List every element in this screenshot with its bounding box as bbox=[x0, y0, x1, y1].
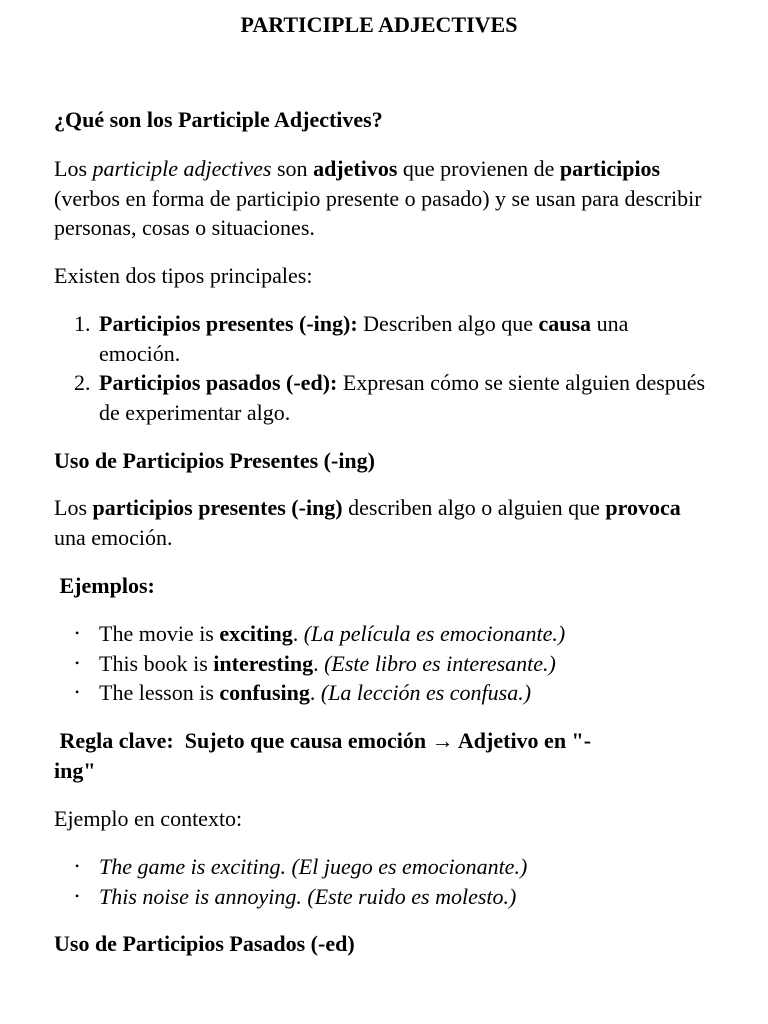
list-item bbox=[54, 678, 714, 708]
rule-heading-line1: Regla clave: Sujeto que causa emoción → Adjetivo en "- bbox=[54, 728, 592, 753]
example-adjective: confusing bbox=[219, 680, 310, 705]
type-label-past: Participios pasados (-ed): bbox=[99, 370, 338, 395]
present-bold-provoca: provoca bbox=[605, 495, 681, 520]
list-item bbox=[54, 368, 714, 427]
example-adjective: exciting bbox=[219, 621, 293, 646]
examples-list bbox=[54, 619, 714, 708]
intro-italic-term: participle adjectives bbox=[92, 156, 272, 181]
document-title: PARTICIPLE ADJECTIVES bbox=[240, 12, 518, 37]
intro-text-4: (verbos en forma de participio presente o pasado) y se usan para describir personas, cosas o situaciones. bbox=[54, 185, 702, 240]
present-text-3: una emoción. bbox=[54, 524, 173, 550]
example-translation: (Este libro es interesante.) bbox=[324, 650, 556, 676]
bullet-icon: • bbox=[75, 859, 80, 873]
intro-text-1: Los bbox=[54, 156, 93, 181]
example-punct: . bbox=[313, 650, 325, 676]
section-heading-past: Uso de Participios Pasados (-ed) bbox=[54, 931, 355, 956]
list-item bbox=[54, 619, 714, 649]
list-number: 1. bbox=[74, 311, 91, 336]
example-punct: . bbox=[309, 680, 321, 705]
example-translation: (La película es emocionante.) bbox=[303, 621, 566, 646]
present-text-2: describen algo o alguien que bbox=[342, 495, 606, 520]
type-text: Expresan cómo se siente alguien después de experimentar algo. bbox=[99, 370, 706, 425]
intro-text-3: que provienen de bbox=[397, 156, 560, 181]
bullet-icon: • bbox=[75, 626, 80, 640]
example-translation: (La lección es confusa.) bbox=[320, 680, 532, 705]
intro-paragraph bbox=[54, 154, 714, 243]
context-label: Ejemplo en contexto: bbox=[54, 806, 243, 831]
types-intro: Existen dos tipos principales: bbox=[54, 263, 313, 288]
list-item bbox=[54, 882, 714, 912]
example-text: The lesson is bbox=[99, 680, 220, 705]
example-punct: . bbox=[292, 621, 304, 646]
section-heading-present: Uso de Participios Presentes (-ing) bbox=[54, 448, 375, 473]
context-example: The game is exciting. (El juego es emocionante.) bbox=[99, 854, 528, 879]
type-text: Describen algo que bbox=[357, 311, 539, 336]
types-list bbox=[54, 309, 714, 427]
list-item bbox=[54, 852, 714, 882]
list-item bbox=[54, 309, 714, 368]
present-text-1: Los bbox=[54, 495, 93, 520]
context-examples-list bbox=[54, 852, 714, 911]
bullet-icon: • bbox=[75, 655, 80, 670]
bullet-icon: • bbox=[75, 888, 80, 903]
intro-bold-participios: participios bbox=[559, 156, 661, 181]
intro-text-2: son bbox=[271, 156, 314, 181]
present-paragraph bbox=[54, 493, 714, 552]
rule-heading-line2: ing" bbox=[54, 758, 96, 783]
bullet-icon: • bbox=[75, 685, 80, 699]
example-text: This book is bbox=[99, 650, 214, 676]
present-bold-term: participios presentes (-ing) bbox=[92, 495, 343, 520]
example-text: The movie is bbox=[99, 621, 220, 646]
examples-heading: Ejemplos: bbox=[54, 573, 155, 598]
type-label-present: Participios presentes (-ing): bbox=[99, 311, 358, 336]
list-item bbox=[54, 649, 714, 679]
type-text: una emoción. bbox=[99, 311, 629, 366]
section-heading-what-are: ¿Qué son los Participle Adjectives? bbox=[54, 107, 383, 132]
list-number: 2. bbox=[74, 370, 91, 395]
context-example: This noise is annoying. (Este ruido es molesto.) bbox=[99, 883, 517, 909]
intro-bold-adjetivos: adjetivos bbox=[313, 156, 398, 181]
type-bold-causa: causa bbox=[538, 311, 592, 336]
example-adjective: interesting bbox=[213, 650, 314, 676]
